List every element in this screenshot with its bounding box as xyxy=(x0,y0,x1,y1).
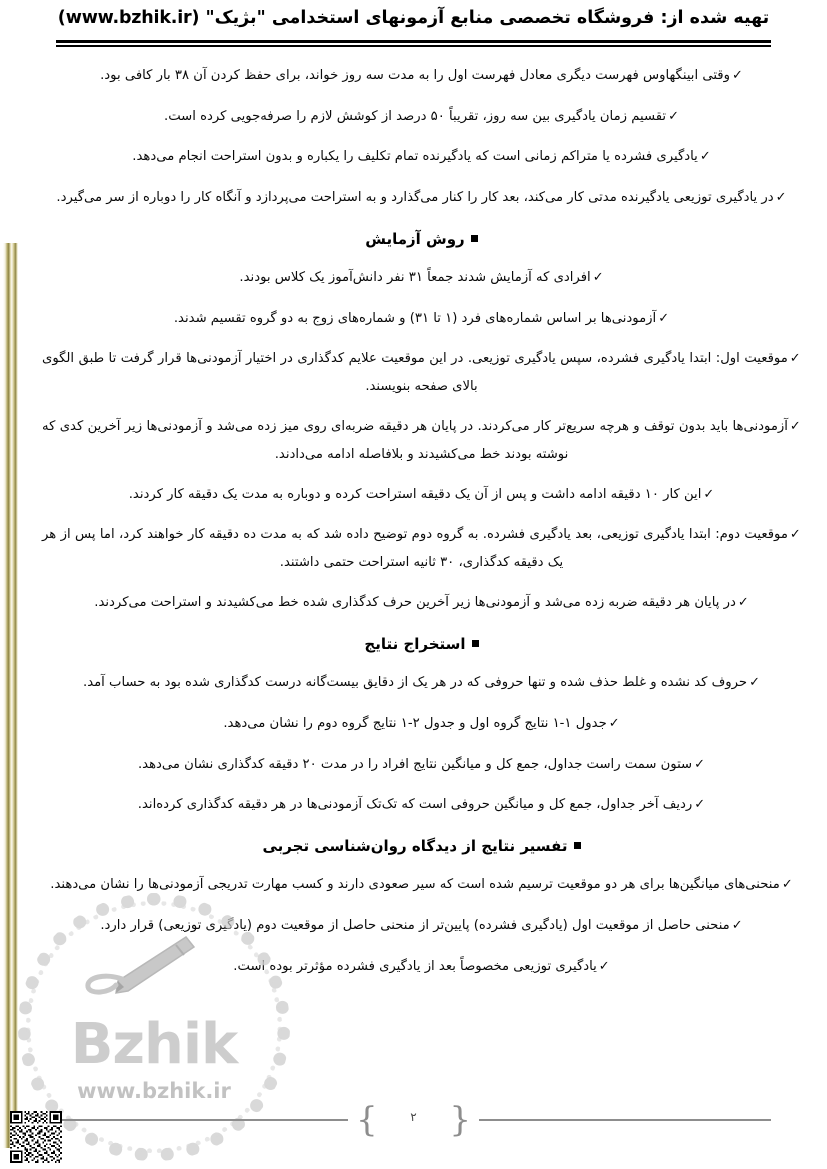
bullet-item xyxy=(38,413,805,468)
bullet-text: آزمودنی‌ها باید بدون توقف و هرچه سریع‌تر کار می‌کردند. در پایان هر دقیقه ضربه‌ای روی میز زده می‌شد و آزمودنی‌ها زیر آخرین کدی که نوشته بودند خط می‌کشیدند و بلافاصله ادامه می‌دادند. xyxy=(42,419,788,462)
check-icon: ✓ xyxy=(731,68,743,83)
bullet-text: وقتی ابینگهاوس فهرست دیگری معادل فهرست اول را به مدت سه روز خواند، برای حفظ کردن آن ۳۸ بار کافی بود. xyxy=(100,68,730,83)
bullet-text: موقعیت دوم: ابتدا یادگیری توزیعی، بعد یادگیری فشرده. به گروه دوم توضیح داده شد که به مدت ده دقیقه کار خواهند کرد، اما پس از هر یک دقیقه کدگذاری، ۳۰ ثانیه استراحت حتمی داشتند. xyxy=(42,527,788,571)
check-icon: ✓ xyxy=(694,756,706,772)
section-heading-results xyxy=(38,633,805,656)
check-icon: ✓ xyxy=(789,351,801,367)
check-icon: ✓ xyxy=(592,270,604,286)
bullet-item xyxy=(38,62,805,90)
bullet-item xyxy=(38,912,805,940)
watermark-brand: Bzhik xyxy=(70,1012,238,1077)
square-bullet-icon xyxy=(574,842,581,849)
section-method-bullet-list xyxy=(38,264,805,617)
bullet-text: افرادی که آزمایش شدند جمعاً ۳۱ نفر دانش‌آموز یک کلاس بودند. xyxy=(239,270,591,286)
section-results-bullet-list xyxy=(38,669,805,819)
check-icon: ✓ xyxy=(598,958,610,974)
bullet-item xyxy=(38,710,805,738)
section-heading-text: روش آزمایش xyxy=(365,229,465,248)
check-icon: ✓ xyxy=(699,149,711,165)
bullet-item xyxy=(38,103,805,131)
bullet-text: ردیف آخر جداول، جمع کل و میانگین حروفی است که تک‌تک آزمودنی‌ها در هر دقیقه کدگذاری کرده‌اند. xyxy=(137,797,693,813)
section-heading-method xyxy=(38,228,805,251)
bullet-text: یادگیری توزیعی مخصوصاً بعد از یادگیری فشرده مؤثرتر بوده است. xyxy=(233,958,597,974)
bullet-item xyxy=(38,264,805,292)
bullet-item xyxy=(38,589,805,617)
bullet-item xyxy=(38,521,805,576)
page-header xyxy=(0,8,827,56)
bullet-item xyxy=(38,481,805,509)
watermark-url: www.bzhik.ir xyxy=(77,1079,231,1103)
bullet-item xyxy=(38,953,805,981)
check-icon: ✓ xyxy=(737,595,749,611)
section-heading-text: استخراج نتایج xyxy=(364,634,466,653)
check-icon: ✓ xyxy=(703,486,715,502)
section-heading-interpretation xyxy=(38,835,805,858)
check-icon: ✓ xyxy=(789,419,801,435)
qr-code-icon xyxy=(10,1111,62,1163)
bullet-item xyxy=(38,305,805,333)
page-footer xyxy=(56,1100,771,1140)
decorative-gold-bar xyxy=(3,243,18,1148)
bullet-item xyxy=(38,143,805,171)
page-number: ۲ xyxy=(410,1110,417,1124)
check-icon: ✓ xyxy=(789,527,801,543)
bullet-text: منحنی حاصل از موقعیت اول (یادگیری فشرده) پایین‌تر از منحنی حاصل از موقعیت دوم (یادگیری توزیعی) قرار دارد. xyxy=(100,917,730,933)
section-interpretation-bullet-list xyxy=(38,871,805,980)
bullet-item xyxy=(38,345,805,400)
bullet-text: منحنی‌های میانگین‌ها برای هر دو موقعیت ترسیم شده است که سیر صعودی دارند و کسب مهارت تدریجی آزمودنی‌ها را نشان می‌دهند. xyxy=(50,877,780,893)
footer-rule-right xyxy=(479,1119,771,1121)
check-icon: ✓ xyxy=(668,108,679,124)
header-title: تهیه شده از: فروشگاه تخصصی منابع آزمونهای استخدامی "بژیک" (www.bzhik.ir) xyxy=(57,8,770,28)
bullet-text: این کار ۱۰ دقیقه ادامه داشت و پس از آن یک دقیقه استراحت کرده و دوباره به مدت یک دقیقه کار کردند. xyxy=(128,486,702,502)
bullet-text: در یادگیری توزیعی یادگیرنده مدتی کار می‌کند، بعد کار را کنار می‌گذارد و به استراحت می‌پردازد و آنگاه کار را دوباره از سر می‌گیرد. xyxy=(56,189,774,205)
bullet-text: تقسیم زمان یادگیری بین سه روز، تقریباً ۵۰ درصد از کوشش لازم را صرفه‌جویی کرده است. xyxy=(164,108,667,124)
bullet-text: ستون سمت راست جداول، جمع کل و میانگین نتایج افراد را در مدت ۲۰ دقیقه کدگذاری نشان می‌دهد. xyxy=(137,756,693,772)
bullet-item xyxy=(38,791,805,819)
bullet-text: موقعیت اول: ابتدا یادگیری فشرده، سپس یادگیری توزیعی. در این موقعیت علایم کدگذاری در اختیار آزمودنی‌ها قرار گرفت تا طبق الگوی بالای صفحه بنویسند. xyxy=(42,351,788,394)
check-icon: ✓ xyxy=(781,877,793,893)
section-heading-text: تفسیر نتایج از دیدگاه روان‌شناسی تجربی xyxy=(262,836,568,855)
bullet-item xyxy=(38,751,805,779)
footer-brace-right: } xyxy=(449,1100,471,1140)
bullet-item xyxy=(38,669,805,697)
square-bullet-icon xyxy=(472,640,479,647)
bullet-item xyxy=(38,184,805,212)
intro-bullet-list xyxy=(38,62,805,212)
bullet-item xyxy=(38,871,805,899)
bullet-text: در پایان هر دقیقه ضربه زده می‌شد و آزمودنی‌ها زیر آخرین حرف کدگذاری شده خط می‌کشیدند و استراحت می‌کردند. xyxy=(94,595,736,611)
check-icon: ✓ xyxy=(775,189,787,205)
header-divider-rule xyxy=(56,40,771,47)
square-bullet-icon xyxy=(471,235,478,242)
bullet-text: یادگیری فشرده یا متراکم زمانی است که یادگیرنده تمام تکلیف را یکباره و بدون استراحت انجام می‌دهد. xyxy=(132,149,698,165)
bullet-text: جدول ۱-۱ نتایج گروه اول و جدول ۲-۱ نتایج گروه دوم را نشان می‌دهد. xyxy=(223,715,607,731)
footer-brace-left: { xyxy=(356,1100,378,1140)
check-icon: ✓ xyxy=(694,797,706,813)
check-icon: ✓ xyxy=(749,675,760,691)
check-icon: ✓ xyxy=(731,917,743,933)
bullet-text: آزمودنی‌ها بر اساس شماره‌های فرد (۱ تا ۳۱) و شماره‌های زوج به دو گروه تقسیم شدند. xyxy=(173,310,657,326)
check-icon: ✓ xyxy=(608,715,620,731)
bullet-text: حروف کد نشده و غلط حذف شده و تنها حروفی که در هر یک از دقایق بیست‌گانه درست کدگذاری شده بود به حساب آمد. xyxy=(83,675,748,691)
check-icon: ✓ xyxy=(658,310,670,326)
document-body xyxy=(38,62,805,993)
